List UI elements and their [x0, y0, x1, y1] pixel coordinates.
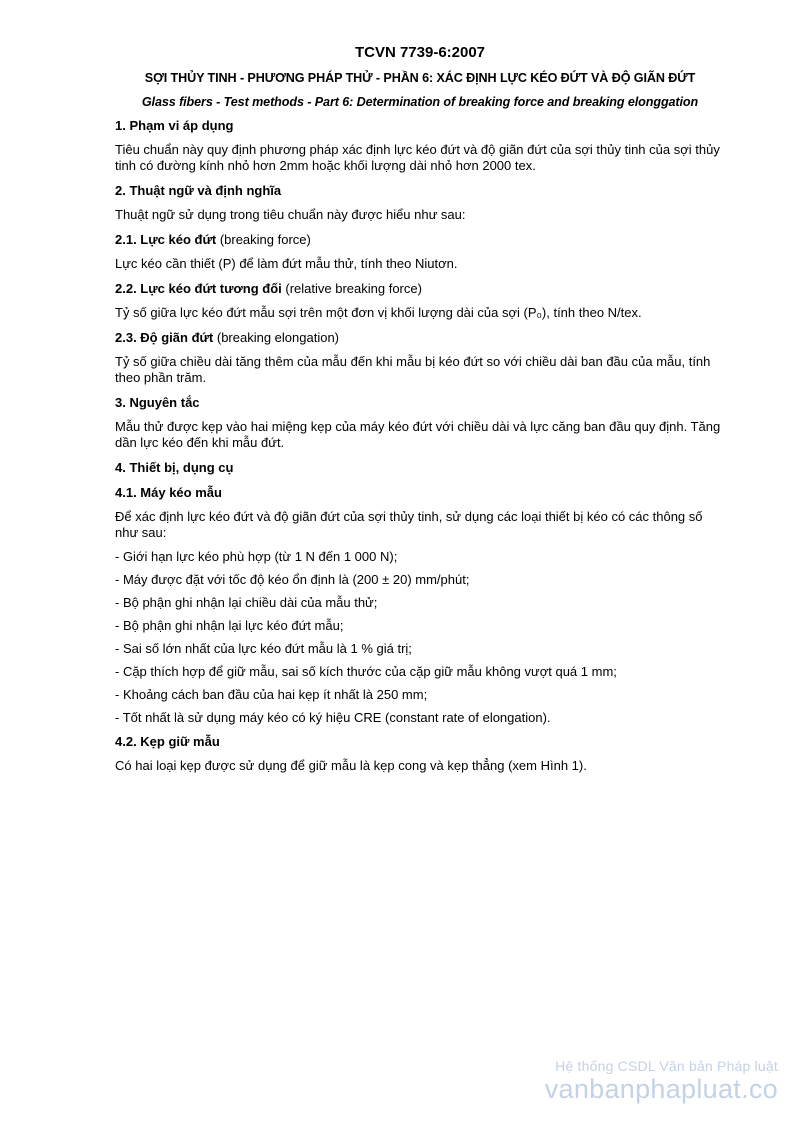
document-title: TCVN 7739-6:2007	[354, 44, 486, 61]
section-4-heading: 4. Thiết bị, dụng cụ	[115, 460, 234, 475]
section-4-2-text: Có hai loại kẹp được sử dụng để giữ mẫu là kẹp cong và kẹp thẳng (xem Hình 1).	[115, 758, 587, 773]
document-subtitle: SỢI THỦY TINH - PHƯƠNG PHÁP THỬ - PHẦN 6: XÁC ĐỊNH LỰC KÉO ĐỨT VÀ ĐỘ GIÃN ĐỨT	[144, 71, 696, 85]
definition-2-2-term: 2.2. Lực kéo đứt tương đối	[115, 281, 282, 296]
definition-2-2	[115, 280, 725, 297]
section-1-heading: 1. Phạm vi áp dụng	[115, 118, 234, 133]
definition-2-1-english: (breaking force)	[216, 232, 311, 247]
definition-2-3-english: (breaking elongation)	[213, 330, 340, 345]
section-2-intro: Thuật ngữ sử dụng trong tiêu chuẩn này được hiểu như sau:	[115, 207, 466, 222]
definition-2-1-text: Lực kéo cần thiết (P) để làm đứt mẫu thử, tính theo Niutơn.	[115, 256, 458, 271]
list-item: - Cặp thích hợp để giữ mẫu, sai số kích thước của cặp giữ mẫu không vượt quá 1 mm;	[115, 664, 617, 679]
section-1-text: Tiêu chuẩn này quy định phương pháp xác định lực kéo đứt và độ giãn đứt của sợi thủy tinh của sợi thủy tinh có đường kính nhỏ hơn 2mm hoặc khối lượng dài nhỏ hơn 2000 tex.	[115, 142, 720, 173]
definition-2-3	[115, 329, 725, 346]
section-4-1-intro: Để xác định lực kéo đứt và độ giãn đứt của sợi thủy tinh, sử dụng các loại thiết bị kéo có các thông số như sau:	[115, 509, 703, 540]
list-item: - Bộ phận ghi nhận lại chiều dài của mẫu thử;	[115, 595, 378, 610]
watermark-line-1: Hệ thống CSDL Văn bản Pháp luật	[555, 1058, 778, 1074]
list-item: - Giới hạn lực kéo phù hợp (từ 1 N đến 1 000 N);	[115, 549, 398, 564]
section-2-heading: 2. Thuật ngữ và định nghĩa	[115, 183, 282, 198]
list-item: - Sai số lớn nhất của lực kéo đứt mẫu là 1 % giá trị;	[115, 641, 412, 656]
definition-2-1-term: 2.1. Lực kéo đứt	[115, 232, 217, 247]
list-item: - Máy được đặt với tốc độ kéo ổn định là (200 ± 20) mm/phút;	[115, 572, 470, 587]
section-3-heading: 3. Nguyên tắc	[115, 395, 200, 410]
watermark-line-2: vanbanphapluat.co	[544, 1074, 778, 1104]
definition-2-3-term: 2.3. Độ giãn đứt	[115, 330, 214, 345]
document-page	[115, 44, 725, 782]
list-item: - Khoảng cách ban đầu của hai kẹp ít nhất là 250 mm;	[115, 687, 428, 702]
definition-2-1	[115, 231, 725, 248]
document-english-title: Glass fibers - Test methods - Part 6: Determination of breaking force and breaking elonggation	[141, 95, 699, 109]
section-4-1-heading: 4.1. Máy kéo mẫu	[115, 485, 222, 500]
definition-2-3-text: Tỷ số giữa chiều dài tăng thêm của mẫu đến khi mẫu bị kéo đứt so với chiều dài ban đầu của mẫu, tính theo phần trăm.	[115, 354, 711, 385]
watermark	[545, 1058, 778, 1104]
section-4-2-heading: 4.2. Kẹp giữ mẫu	[115, 734, 220, 749]
definition-2-2-text: Tỷ số giữa lực kéo đứt mẫu sợi trên một đơn vị khối lượng dài của sợi (P₀), tính theo N/tex.	[115, 305, 642, 320]
list-item: - Tốt nhất là sử dụng máy kéo có ký hiệu CRE (constant rate of elongation).	[115, 710, 551, 725]
section-3-text: Mẫu thử được kẹp vào hai miệng kẹp của máy kéo đứt với chiều dài và lực căng ban đầu quy định. Tăng dần lực kéo đến khi mẫu đứt.	[115, 419, 721, 450]
definition-2-2-english: (relative breaking force)	[281, 281, 422, 296]
list-item: - Bộ phận ghi nhận lại lực kéo đứt mẫu;	[115, 618, 344, 633]
